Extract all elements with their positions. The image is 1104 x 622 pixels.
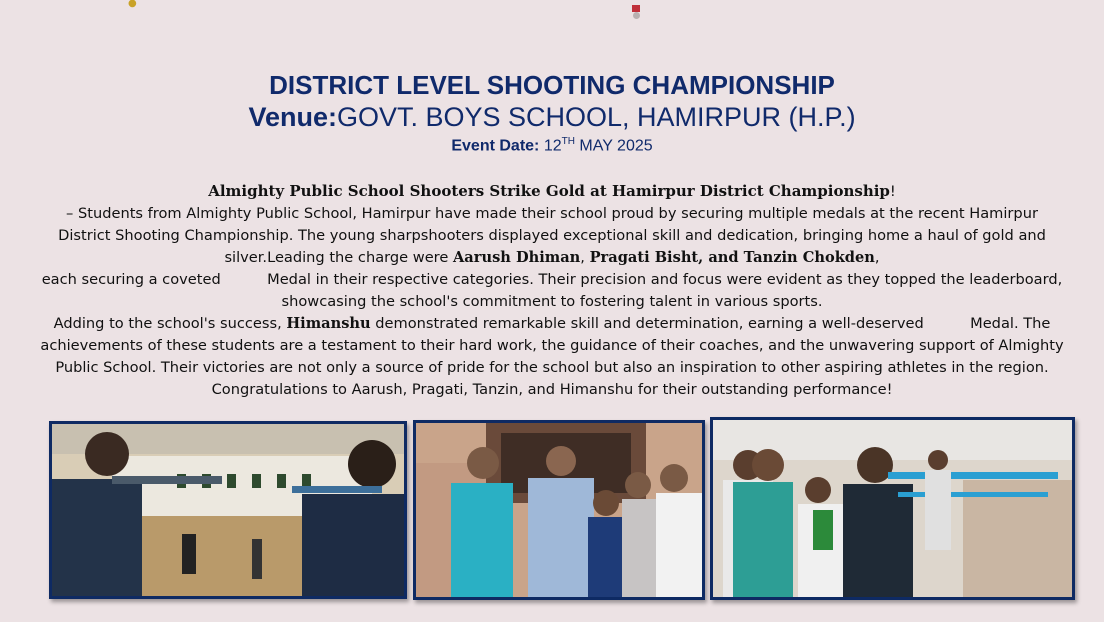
photo-medal-ceremony (413, 420, 705, 600)
student-name: Pragati Bisht (589, 249, 699, 266)
student-name: Himanshu (286, 315, 371, 332)
event-date-day: 12 (543, 137, 562, 155)
venue-value: GOVT. BOYS SCHOOL, HAMIRPUR (H.P.) (336, 102, 856, 132)
student-name: , and Tanzin Chokden (698, 249, 875, 266)
photo-competitors (710, 417, 1075, 600)
event-date-suffix: TH (561, 136, 575, 147)
event-date-line (0, 136, 1104, 155)
silver-medal-icon (632, 5, 640, 19)
paragraph-3: Adding to the school's success, Himanshu demonstrated remarkable skill and determination, earning a well-deserved Medal. The achievements of these students are a testament to their hard work, the guidance of their coaches, and the unwavering support of Almighty Public School. Their victories are not only a source of pride for the school but also an inspiration to other aspiring athletes in the region. Congratulations to Aarush, Pragati, Tanzin, and Himanshu for their outstanding performance! (40, 315, 1064, 398)
paragraph-2: each securing a coveted Medal in their respective categories. Their precision and focus were evident as they topped the leaderboard, showcasing the school's commitment to fostering talent in various sports. (41, 271, 1063, 310)
paragraph-1: – Students from Almighty Public School, Hamirpur have made their school proud by securing multiple medals at the recent Hamirpur District Shooting Championship. The young sharpshooters displayed exceptional skill and dedication, bringing home a haul of gold and silver.Leading the charge were Aarush Dhiman, Pragati Bisht, and Tanzin Chokden, (58, 205, 1046, 266)
headline: Almighty Public School Shooters Strike Gold at Hamirpur District Championship! (208, 182, 896, 200)
venue-line (0, 102, 1104, 133)
event-date-rest: MAY 2025 (574, 137, 653, 155)
page-title: DISTRICT LEVEL SHOOTING CHAMPIONSHIP (269, 70, 835, 100)
student-name: Aarush Dhiman (452, 249, 581, 266)
article-body (40, 180, 1064, 401)
venue-label: Venue: (248, 102, 337, 132)
event-date-label: Event Date: (451, 137, 540, 155)
gold-medal-icon: ● (128, 0, 137, 9)
photo-shooting-range (49, 421, 407, 599)
